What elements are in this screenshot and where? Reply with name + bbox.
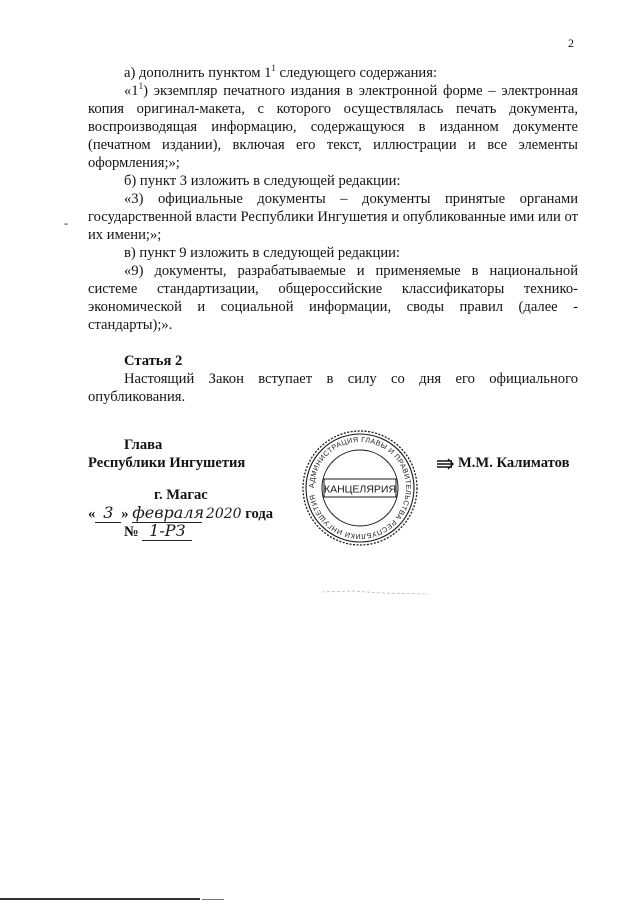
handwritten-signature-icon [436,458,454,470]
faint-scribble-icon [322,588,428,598]
document-body [88,64,578,406]
date-day: 3 [95,504,121,523]
paragraph-9: «9) документы, разрабатываемые и применяемые в национальной системе стандартизации, общероссийские классификаторы технико-экономической и социальной информации, своды правил (далее - стандарты);». [88,263,578,333]
paragraph-b: б) пункт 3 изложить в следующей редакции: [124,173,401,189]
law-number-value: 1-РЗ [142,522,192,541]
signer-block [436,454,569,472]
paragraph-v: в) пункт 9 изложить в следующей редакции: [124,245,400,261]
signer-title-line1: Глава [124,437,163,453]
page-number: 2 [568,36,574,50]
date-month: февраля [132,503,205,522]
signing-date: « 3 » февраля 2020 года [88,503,274,522]
signer-title-line2: Республики Ингушетия [88,455,246,471]
seal-center-text: КАНЦЕЛЯРИЯ [323,483,397,496]
article-text: Настоящий Закон вступает в силу со дня его официального опубликования. [88,371,578,405]
signer-name: М.М. Калиматов [458,455,570,471]
paragraph-3: «3) официальные документы – документы принятые органами государственной власти Республики Ингушетия и опубликованные ими или от их имени;»; [88,191,578,243]
law-number: № 1-РЗ [124,522,192,541]
paragraph-a: а) дополнить пунктом $1^1$ следующего содержания: [124,63,438,81]
margin-mark: - [64,216,68,230]
seal-ring-text: АДМИНИСТРАЦИЯ ГЛАВЫ И ПРАВИТЕЛЬСТВА РЕСПУБЛИКИ ИНГУШЕТИЯ [306,434,414,542]
paragraph-1-1: «$1^1$) экземпляр печатного издания в электронной форме – электронная копия оригинал-макета, с которого осуществлялась печать документа, воспроизводящая информацию, содержащуюся в изданном документе (печатном издании), включая его текст, иллюстрации и все элементы оформления;»; [88,81,578,171]
city: г. Магас [154,487,208,503]
article-heading: Статья 2 [124,353,183,369]
bottom-border-dash [202,899,224,900]
date-year: 2020 [205,506,242,522]
round-stamp-icon [300,428,420,548]
bottom-border-line [0,898,200,900]
